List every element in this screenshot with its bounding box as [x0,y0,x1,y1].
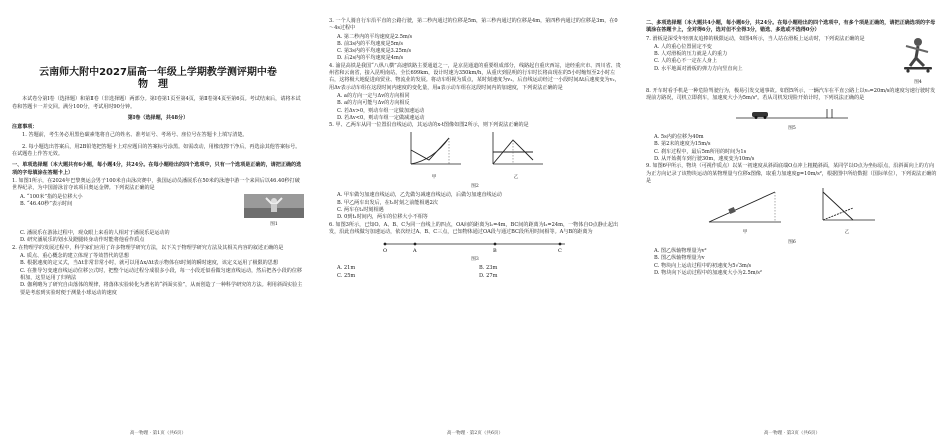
q6-option-a: A. 21m [337,265,356,272]
q3-option-c: C. 第3s内的平均速度是3.25m/s [337,48,412,55]
q1-option-b: B. “46.40秒”表示时间 [20,200,73,207]
figure-6-label-yi: 乙 [844,230,850,236]
q9-option-c: C. 物块向上运动过程中的初速度为5√3m/s [654,262,752,269]
page-2-footer: 高一物理 · 第2页（共6页） [446,430,504,436]
q7-option-a: A. 人的重心位置固定不变 [654,43,712,50]
q1-option-d: D. 研究潘展乐的划水及蹬腿转身动作时能将他看作质点 [20,237,145,244]
q5-option-c: C. 两车在t₁时刻相遇 [337,206,384,213]
q3-option-d: D. 后2s内的平均速度是4m/s [337,55,404,62]
q5-option-b: B. 甲乙两车出发后，在t₁时刻之前能相遇2次 [337,199,438,206]
figure-2-caption: 图2 [471,184,479,190]
q2-option-b: B. 根据速度的定义式，当Δt非常非常小时，就可以用Δx/Δt表示物体在t时刻的瞬时速度，该定义运用了极限的思想 [20,260,278,267]
q2-option-c: C. 在推导匀变速直线运动位移公式时，把整个运动过程分成很多小段，每一小段近似看做匀速直线运动，然后把各小段的位移相加，这里运用了归纳法 [20,267,303,281]
incline-diagram [705,186,785,226]
section-2-title: 二、多项选择题（本大题共4小题，每小题6分，共24分。在每小题给出的四个选项中，有多个项是正确的，请把正确选项的字母填涂在答题卡上，全对得6分，选对但不全得3分，错选、多选或不选得0分） [646,20,936,34]
q8-option-c: C. 刹车过程中，最后5m所用的时间为1s [654,148,747,155]
page-3-footer: 高一物理 · 第3页（共6页） [763,430,821,436]
q4-option-c: C. 若Δv>0，则动车组一定做加速运动 [337,107,425,114]
question-9: 9. 如图6甲所示，物块（可视作质点）以某一初速度从斜面底端O点冲上粗糙斜面，某同学以O点为坐标原点，沿斜面向上的方向为正方向记录了该物块运动的某物理量与位移x图像，取重力加速度g=10m/s²，根据图中所给数据（国际单位），下列说法正确的是 [646,163,937,184]
point-o-label: O [383,248,388,255]
figure-5-caption: 图5 [788,125,796,131]
q8-option-b: B. 第2末的速度为15m/s [654,141,711,148]
figure-4-caption: 图4 [914,79,922,85]
q7-option-d: D. 水平地面对滑板的弹力方向竖直向上 [654,65,743,72]
q2-option-d: D. 伽利略为了研究自由落体的规律，将落体实验转化为著名的“斜面实验”，从而创造了一种科学研究的方法。利用斜面实验主要是考虑到实验时便于测量小球运动的速度 [20,282,303,296]
q9-option-b: B. 图乙纵轴物理量为v [654,255,705,262]
point-b-label: B [493,248,497,255]
question-2: 2. 在物理学的发展过程中，科学家们应用了许多物理学研究方法，以下关于物理学研究方法及其相关内容的叙述正确的是 [12,244,284,251]
page-3 [634,0,950,441]
q5-option-a: A. 甲车做匀加速直线运动，乙先做匀减速直线运动，后做匀加速直线运动 [337,192,502,199]
figure-2 [329,130,621,183]
page-1-footer: 高一物理 · 第1页（共6页） [129,430,187,436]
section-1-title: 一、单项选择题（本大题共有6小题，每小题4分，共24分。在每小题给出的四个选项中，只有一个选项是正确的，请把正确的选项的字母填涂在答题卡上） [12,162,302,176]
question-8: 8. 开车时看手机是一种危险驾驶行为，极易引发交通事故。如图5所示，一辆汽车在平直公路上以v₀=20m/s的速度匀速行驶时发现前方路况，司机立即刹车，加速度大小为5m/s²。若从司机发现险开始计时，下列说法正确的是 [646,88,936,102]
point-c-label: C [558,248,562,255]
figure-1 [244,194,304,231]
q5-option-d: D. 0到t₁时间内，两车的位移大小不相等 [337,214,428,221]
q7-option-c: C. 人的重心不一定在人身上 [654,58,717,65]
q1-option-a: A. “100米”指的是位移大小 [20,193,83,200]
point-a-label: A [413,248,417,255]
q4-option-b: B. a的方向可能与Δv的方向相反 [337,100,410,107]
q2-option-a: A. 质点、重心概念的建立体现了等效替代的思想 [20,253,129,260]
page-2 [317,0,633,441]
figure-6 [646,186,938,239]
figure-6-label-jia: 甲 [742,230,748,236]
question-1: 1. 如图1所示，在2024年巴黎奥运会男子100米自由泳决赛中，我国运动员潘展乐在50米的泳池中游一个来回后以46.40秒打破世界纪录，为中国游泳首夺该项目奥运金牌。下列说法正确的是 [12,177,300,192]
swimmer-photo [244,194,304,218]
page-1 [0,0,316,441]
exam-subject: 物理 [138,79,178,90]
note-2: 2. 每小题选出答案后，用2B铅笔把答题卡上对应题目的答案标号涂黑。如需改动，用橡皮擦干净后，再选涂其他答案标号。在试题卷上作答无效。 [12,143,301,158]
figure-2-label-jia: 甲 [431,174,437,180]
exam-title: 云南师大附中2027届高一年级上学期教学测评期中卷 [39,67,277,78]
q9-option-d: D. 物块向下运动过程中的加速度大小为2.5m/s² [654,269,762,276]
q6-option-d: D. 27m [479,272,498,279]
xt-graph-jia [405,130,463,170]
figure-6-caption: 图6 [788,239,796,245]
question-7: 7. 滑板是深受年轻朋友追捧的极限运动，如图4所示，当人站在滑板上运动时，下列说法正确的是 [646,35,865,42]
question-5: 5. 甲、乙两车从同一位置沿直线运动，其运动的x-t图像如图2所示，则下列说法正确的是 [329,122,529,129]
skateboarder-illustration [898,36,938,76]
q3-option-b: B. 前3s内的平均速度是5m/s [337,40,403,47]
physical-quantity-vs-x-graph [815,186,879,226]
part1-title: 第Ⅰ卷（选择题，共48分） [127,114,189,121]
exam-intro: 本试卷分第Ⅰ卷（选择题）和第Ⅱ卷（非选择题）两部分。第Ⅰ卷第1页至第4页，第Ⅱ卷第4页至第6页。考试结束后，请将本试卷和答题卡一并交回。满分100分，考试用时90分钟。 [12,96,301,110]
q8-option-d: D. 从开始刹车到行驶30m，速度变为10m/s [654,155,755,162]
notes-title: 注意事项： [12,124,38,131]
figure-5-car-road [732,105,852,123]
figure-3-line [375,238,575,254]
question-4: 4. 渝昆高铁是我国“八纵八横”高速铁路主要通道之一，是京昆通道的重要组成部分，线路起自重庆西站，途经重庆市、四川省、贵州省和云南省，接入昆明南站，全长699km，设计时速为350km/h，从重庆到昆明的行车时长将由现在的5小时缩短至2小时左右，这将极大地促进商贸业、物流业的发展。将动车组视为质点，某时刻速度为v₁，后直线运动经过一小段时间Δt后速度变为v₂，用Δv表示动车组在这段时间内速度的变化量，用a表示动车组在这段时间内的加速度，下列说法正确的是 [329,62,621,91]
question-6: 6. 如图3所示，已知O、A、B、C为同一直线上的四点，OA间的距离为l₁=4m，BC间的距离为l₂=24m，一物体自O点静止起出发，沿此直线做匀加速运动，依次经过A、B、C三点，已知物体通过OA段与通过BC段所用时间相等。A与B的距离为 [329,221,619,235]
figure-4 [898,36,938,89]
figure-2-label-yi: 乙 [513,174,519,180]
figure-1-caption: 图1 [270,221,278,227]
question-3: 3. 一个人骑自行车沿平直的公路行驶，第二秒内通过的位移是5m，第三秒内通过的位移是4m，第四秒内通过的位移是3m，在0～4s过程中 [329,18,618,32]
q6-option-b: B. 23m [479,265,498,272]
q7-option-b: B. 人对滑板的压力就是人的重力 [654,51,728,58]
figure-3-caption: 图3 [471,257,479,263]
q1-option-c: C. 潘展乐在游泳过程中，观众眼上来看的人相对于潘展乐是运动的 [20,230,170,237]
q3-option-a: A. 第二秒内的平均速度是2.5m/s [337,33,413,40]
note-1: 1. 答题前，考生务必用黑色碳素笔将自己的姓名、准考证号、考场号、座位号在答题卡上填写清楚。 [22,132,248,139]
q8-option-a: A. 5s内的位移为40m [654,134,704,141]
q6-option-c: C. 25m [337,272,356,279]
q4-option-d: D. 若Δv<0，则动车组一定做减速运动 [337,114,425,121]
q9-option-a: A. 图乙纵轴物理量为v² [654,248,707,255]
q4-option-a: A. a的方向一定与Δv的方向相同 [337,92,410,99]
xt-graph-yi [487,130,545,170]
